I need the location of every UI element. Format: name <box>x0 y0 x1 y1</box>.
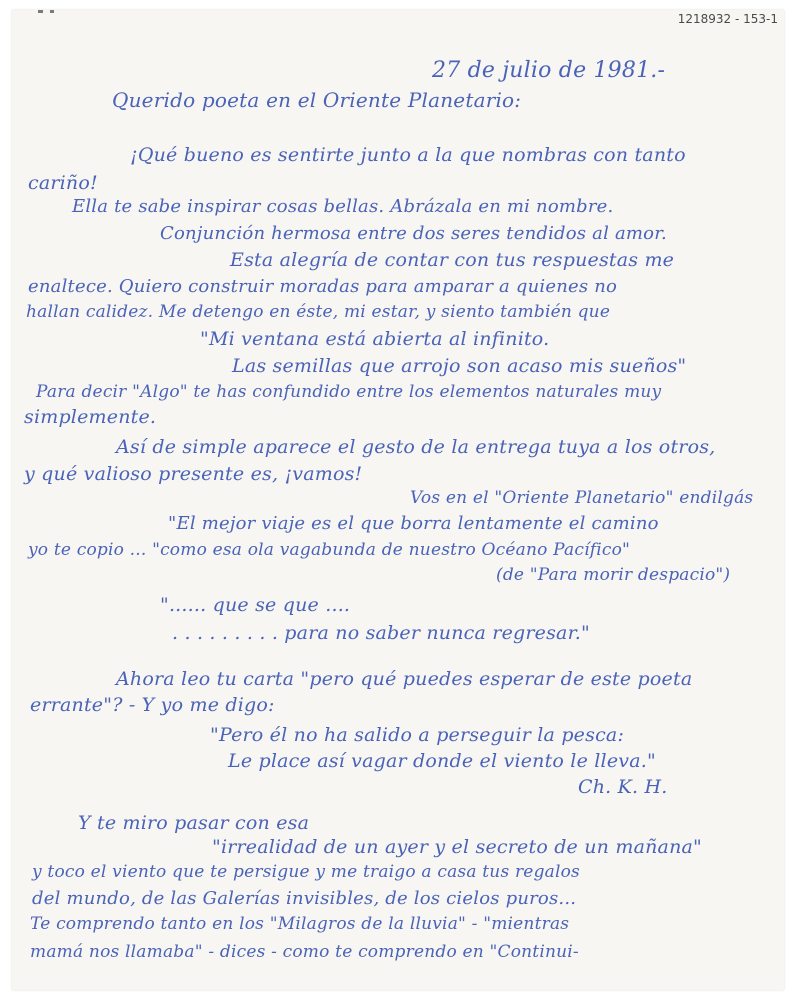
letter-salutation: Querido poeta en el Oriente Planetario: <box>112 88 522 112</box>
letter-line: Le place así vagar donde el viento le lleva." <box>228 750 656 772</box>
letter-line: Y te miro pasar con esa <box>78 812 310 834</box>
letter-signature: Ch. K. H. <box>578 776 668 798</box>
catalog-number: 1218932 - 153-1 <box>677 12 778 26</box>
letter-line: "irrealidad de un ayer y el secreto de un mañana" <box>212 836 702 858</box>
letter-line: Así de simple aparece el gesto de la entrega tuya a los otros, <box>116 436 716 458</box>
letter-line: ¡Qué bueno es sentirte junto a la que nombras con tanto <box>130 144 686 166</box>
letter-line: y qué valioso presente es, ¡vamos! <box>24 463 363 485</box>
letter-line: "...... que se que .... <box>160 594 351 616</box>
letter-line: Ahora leo tu carta "pero qué puedes esperar de este poeta <box>116 668 693 690</box>
letter-line: Esta alegría de contar con tus respuestas me <box>230 249 675 271</box>
letter-line: simplemente. <box>24 406 157 428</box>
letter-line: mamá nos llamaba" - dices - como te comprendo en "Continui- <box>30 942 579 962</box>
letter-line: enaltece. Quiero construir moradas para amparar a quienes no <box>28 276 618 297</box>
corner-mark <box>38 10 43 13</box>
letter-line: Las semillas que arrojo son acaso mis sueños" <box>232 355 687 377</box>
letter-line: Para decir "Algo" te has confundido entre los elementos naturales muy <box>36 382 662 402</box>
letter-line: "Mi ventana está abierta al infinito. <box>200 328 550 350</box>
letter-line: cariño! <box>28 172 98 194</box>
letter-line: hallan calidez. Me detengo en éste, mi estar, y siento también que <box>26 302 611 322</box>
corner-mark <box>50 10 54 13</box>
letter-line: yo te copio ... "como esa ola vagabunda de nuestro Océano Pacífico" <box>28 540 631 560</box>
letter-line: del mundo, de las Galerías invisibles, de los cielos puros... <box>32 888 577 909</box>
letter-line: Vos en el "Oriente Planetario" endilgás <box>410 488 754 508</box>
letter-line: Te comprendo tanto en los "Milagros de la lluvia" - "mientras <box>30 914 570 934</box>
letter-line: errante"? - Y yo me digo: <box>30 694 275 716</box>
letter-line: "El mejor viaje es el que borra lentamente el camino <box>168 513 659 534</box>
letter-line: Conjunción hermosa entre dos seres tendidos al amor. <box>160 223 667 244</box>
letter-line: y toco el viento que te persigue y me traigo a casa tus regalos <box>32 862 580 882</box>
letter-line: Ella te sabe inspirar cosas bellas. Abrázala en mi nombre. <box>72 196 614 217</box>
letter-date: 27 de julio de 1981.- <box>432 58 666 83</box>
letter-line: . . . . . . . . . para no saber nunca regresar." <box>172 622 590 644</box>
letter-line: (de "Para morir despacio") <box>496 565 731 585</box>
letter-line: "Pero él no ha salido a perseguir la pesca: <box>210 724 625 746</box>
